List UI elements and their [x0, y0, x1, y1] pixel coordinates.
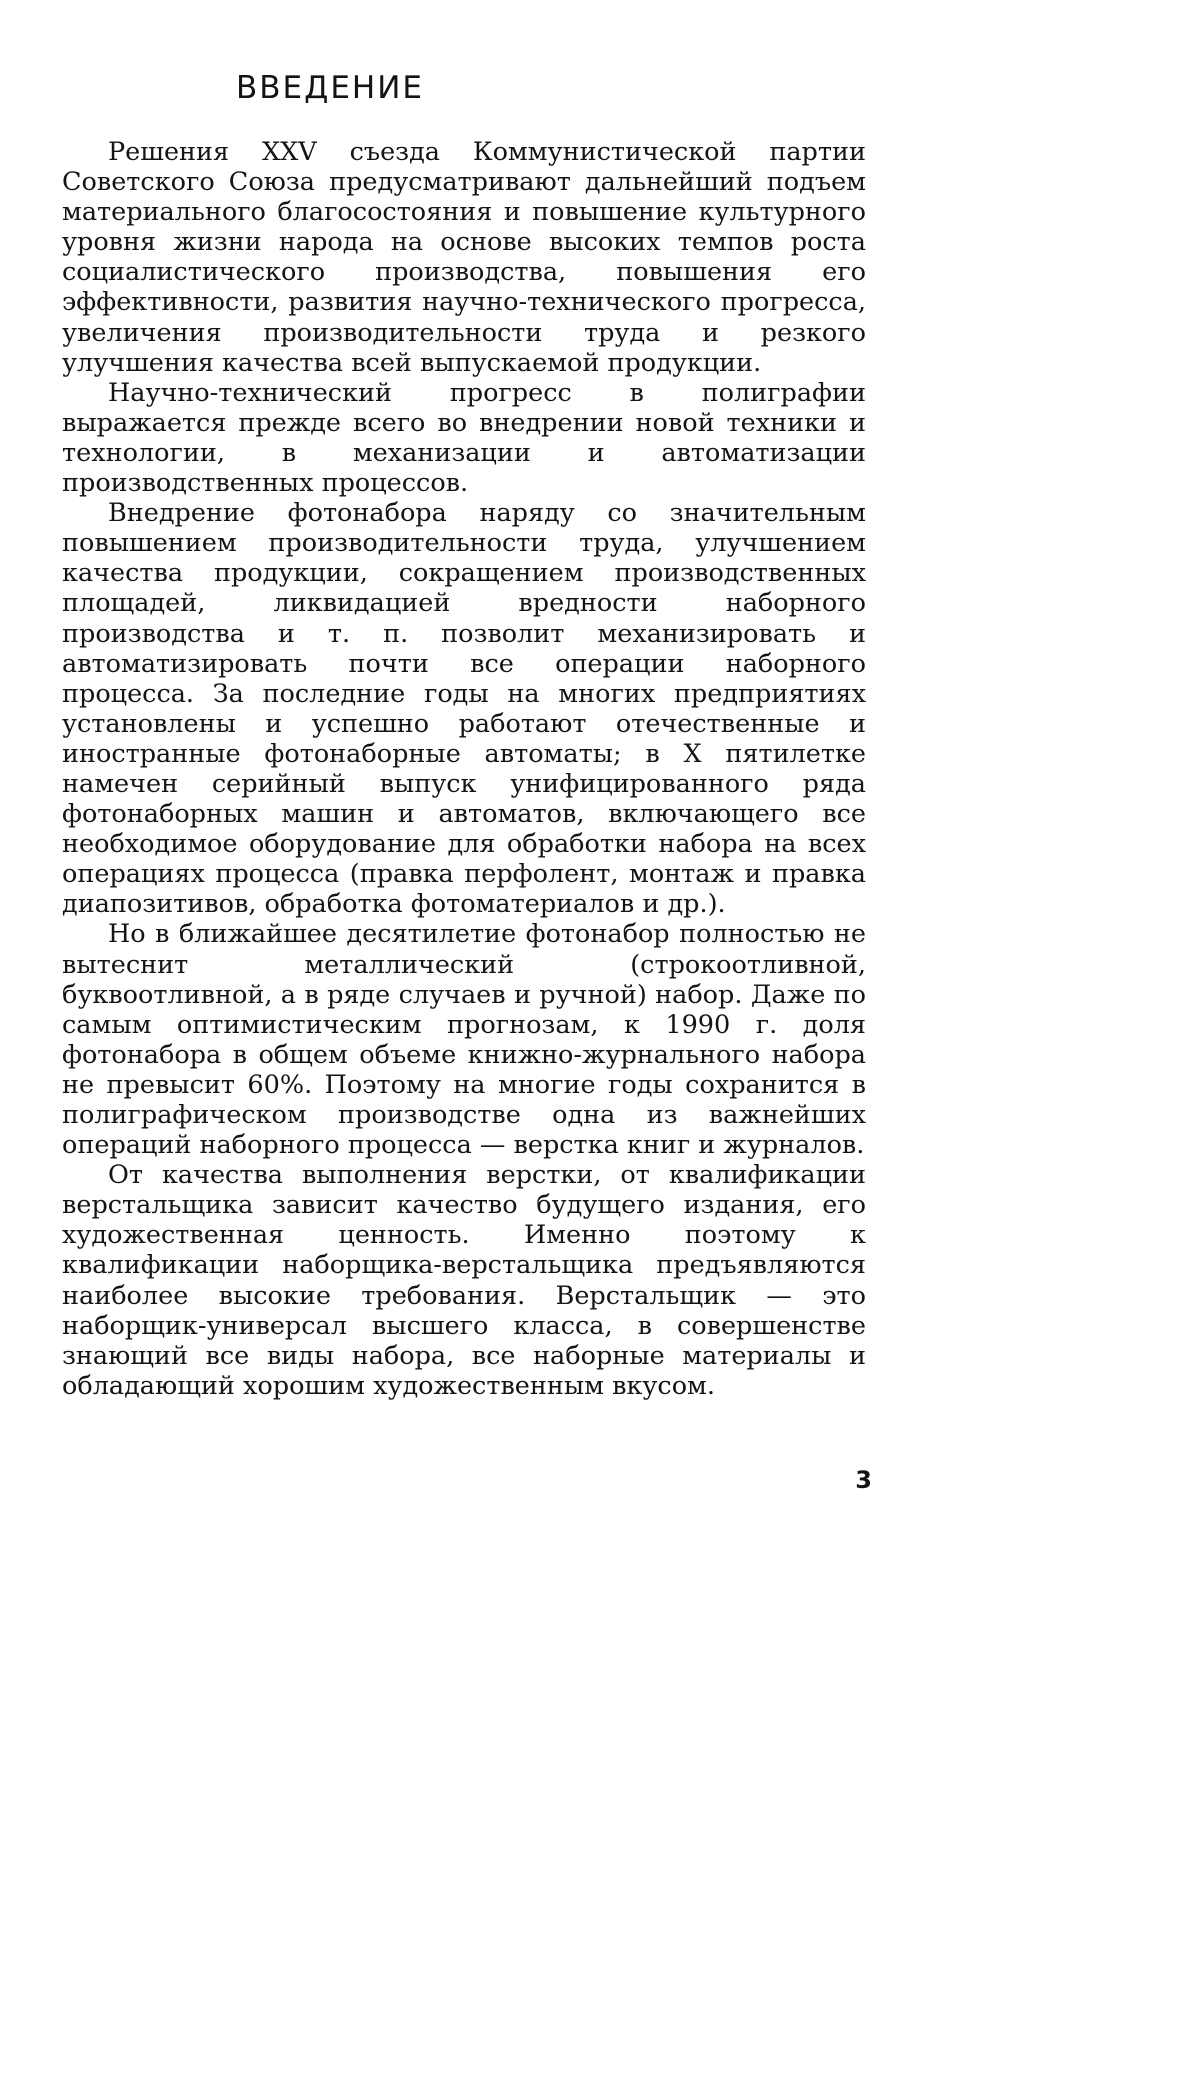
page-heading: ВВЕДЕНИЕ	[235, 70, 424, 106]
paragraph-4: Но в ближайшее десятилетие фотонабор полностью не вытеснит металлический (строкоотливной, буквоотливной, а в ряде случаев и ручной) набор. Даже по самым оптимистическим прогнозам, к 1990 г. доля фотонабора в общем объеме книжно-журнального набора не превысит 60%. Поэтому на многие годы сохранится в полиграфическом производстве одна из важнейших операций наборного процесса — верстка книг и журналов.	[62, 919, 866, 1161]
paragraph-3: Внедрение фотонабора наряду со значительным повышением производительности труда, улучшением качества продукции, сокращением производственных площадей, ликвидацией вредности наборного производства и т. п. позволит механизировать и автоматизировать почти все операции наборного процесса. За последние годы на многих предприятиях установлены и успешно работают отечественные и иностранные фотонаборные автоматы; в X пятилетке намечен серийный выпуск унифицированного ряда фотонаборных машин и автоматов, включающего все необходимое оборудование для обработки набора на всех операциях процесса (правка перфолент, монтаж и правка диапозитивов, обработка фотоматериалов и др.).	[62, 498, 866, 920]
page-number: 3	[855, 1466, 872, 1494]
paragraph-2: Научно-технический прогресс в полиграфии выражается прежде всего во внедрении новой техники и технологии, в механизации и автоматизации производственных процессов.	[62, 377, 866, 499]
paragraph-1: Решения XXV съезда Коммунистической партии Советского Союза предусматривают дальнейший подъем материального благосостояния и повышение культурного уровня жизни народа на основе высоких темпов роста социалистического производства, повышения его эффективности, развития научно-технического прогресса, увеличения производительности труда и резкого улучшения качества всей выпускаемой продукции.	[62, 137, 866, 378]
paragraph-5: От качества выполнения верстки, от квалификации верстальщика зависит качество будущего издания, его художественная ценность. Именно поэтому к квалификации наборщика-верстальщика предъявляются наиболее высокие требования. Верстальщик — это наборщик-универсал высшего класса, в совершенстве знающий все виды набора, все наборные материалы и обладающий хорошим художественным вкусом.	[62, 1160, 866, 1401]
body-text	[62, 137, 866, 1401]
